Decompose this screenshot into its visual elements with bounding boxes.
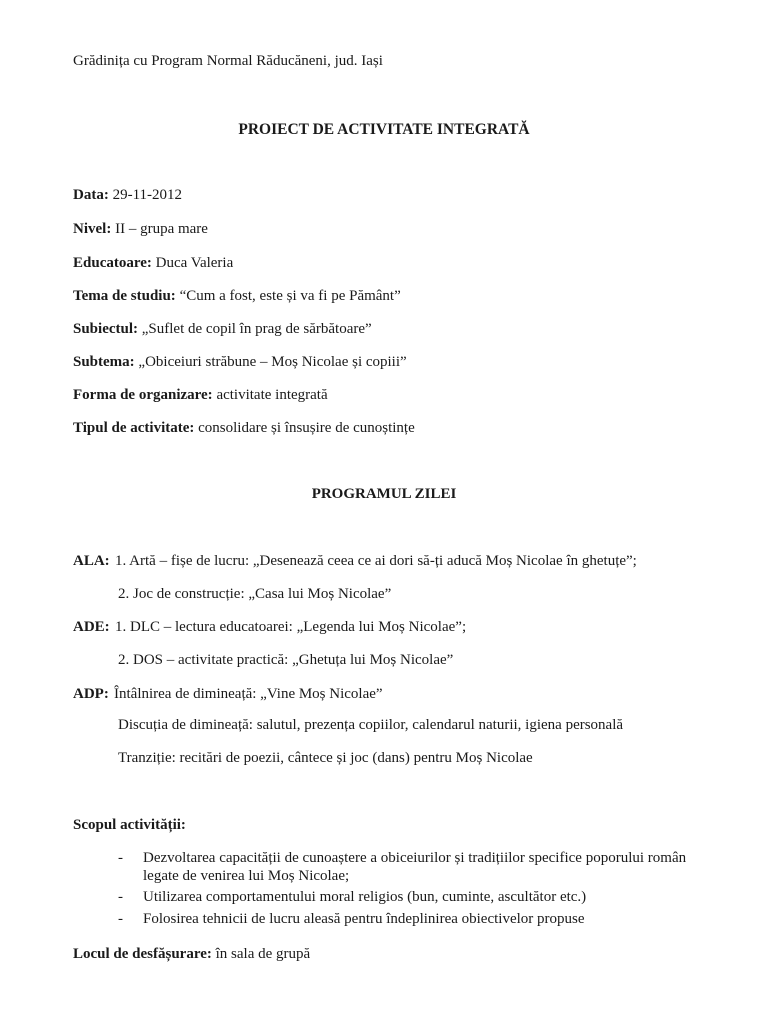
field-value: “Cum a fost, este și va fi pe Pământ” — [175, 288, 401, 304]
field-educatoare — [73, 254, 233, 272]
field-value: activitate integrată — [212, 387, 328, 403]
ade-line-1 — [73, 618, 110, 636]
field-value: consolidare și însușire de cunoștințe — [194, 420, 415, 436]
field-forma — [73, 386, 328, 404]
field-label: Subtema: — [73, 354, 135, 370]
ala-line-1 — [73, 552, 110, 570]
field-tema — [73, 287, 401, 305]
location-line — [73, 945, 310, 963]
program-heading — [0, 485, 768, 503]
scope-heading — [73, 816, 186, 834]
field-value: II – grupa mare — [111, 221, 208, 237]
field-subtema — [73, 353, 407, 371]
field-label: Educatoare: — [73, 255, 152, 271]
location-label: Locul de desfășurare: — [73, 946, 212, 962]
ade-item-2: 2. DOS – activitate practică: „Ghetuța lui Moș Nicolae” — [118, 652, 454, 668]
scope-item-2: Utilizarea comportamentului moral religios (bun, cuminte, ascultător etc.) — [143, 889, 587, 905]
ade-label: ADE: — [73, 619, 110, 635]
field-label: Tema de studiu: — [73, 288, 176, 304]
field-subiectul — [73, 320, 372, 338]
field-value: 29-11-2012 — [108, 187, 183, 203]
field-value: Duca Valeria — [151, 255, 234, 271]
bullet-mark: - — [118, 911, 123, 927]
location-value: în sala de grupă — [211, 946, 311, 962]
adp-item-2: Discuția de dimineață: salutul, prezența copiilor, calendarul naturii, igiena personală — [118, 717, 624, 733]
bullet-mark: - — [118, 889, 123, 905]
field-label: Nivel: — [73, 221, 112, 237]
ala-label: ALA: — [73, 553, 110, 569]
field-nivel — [73, 220, 208, 238]
institution-header: Grădinița cu Program Normal Răducăneni, jud. Iași — [73, 53, 383, 69]
scope-item-1: Dezvoltarea capacității de cunoaștere a obiceiurilor și tradițiilor specifice poporului român legate de venirea lui Moș Nicolae; — [143, 850, 687, 884]
field-data — [73, 186, 182, 204]
document-title: PROIECT DE ACTIVITATE INTEGRATĂ — [238, 121, 530, 138]
ade-item-1: 1. DLC – lectura educatoarei: „Legenda lui Moș Nicolae”; — [115, 619, 467, 635]
adp-label: ADP: — [73, 686, 109, 702]
adp-line-1 — [73, 685, 109, 703]
field-label: Tipul de activitate: — [73, 420, 195, 436]
adp-item-1: Întâlnirea de dimineață: „Vine Moș Nicolae” — [114, 686, 383, 702]
field-label: Forma de organizare: — [73, 387, 213, 403]
program-heading-text: PROGRAMUL ZILEI — [311, 486, 457, 502]
ala-item-2: 2. Joc de construcție: „Casa lui Moș Nicolae” — [118, 586, 392, 602]
bullet-mark: - — [118, 850, 123, 866]
field-label: Data: — [73, 187, 109, 203]
scope-item-3: Folosirea tehnicii de lucru aleasă pentru îndeplinirea obiectivelor propuse — [143, 911, 585, 927]
ala-item-1: 1. Artă – fișe de lucru: „Desenează ceea ce ai dori să-ți aducă Moș Nicolae în ghetuțe”; — [115, 553, 637, 569]
adp-item-3: Tranziție: recitări de poezii, cântece și joc (dans) pentru Moș Nicolae — [118, 750, 533, 766]
field-tipul — [73, 419, 415, 437]
field-value: „Suflet de copil în prag de sărbătoare” — [138, 321, 372, 337]
field-label: Subiectul: — [73, 321, 139, 337]
scope-heading-text: Scopul activității: — [73, 817, 186, 833]
field-value: „Obiceiuri străbune – Moș Nicolae și copiii” — [134, 354, 407, 370]
